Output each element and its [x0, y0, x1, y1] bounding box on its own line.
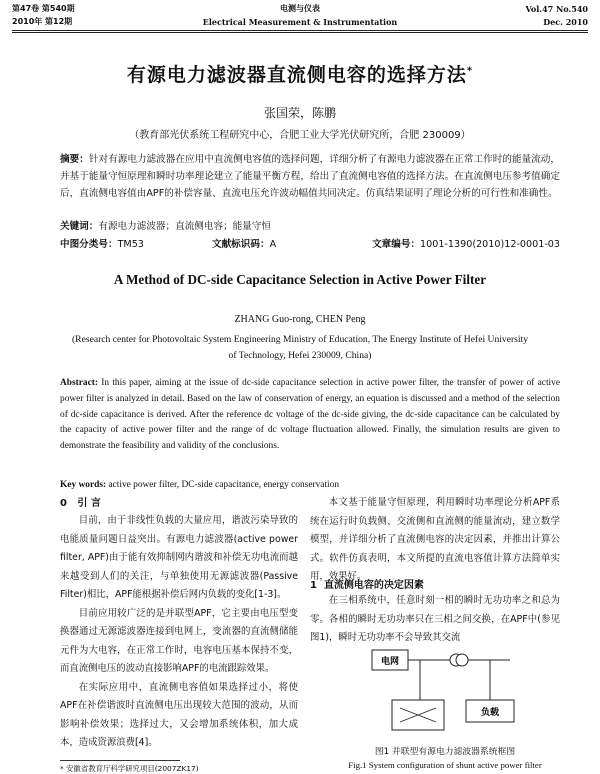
- affiliation-cn: （教育部光伏系统工程研究中心，合肥工业大学光伏研究所，合肥 230009）: [129, 130, 471, 141]
- clc-label: 中图分类号：: [60, 239, 118, 250]
- header-volume-cn: 第47卷 第540期: [12, 4, 75, 13]
- keywords-en-label: Key words:: [60, 480, 107, 490]
- affiliation-en: [20, 332, 580, 364]
- article-number-value: 1001-1390(2010)12-0001-03: [420, 239, 560, 250]
- abstract-cn-label: 摘要：: [60, 154, 89, 165]
- keywords-en: [60, 480, 560, 490]
- intro-paragraph-4: 本文基于能量守恒原理，利用瞬时功率理论分析APF系统在运行时负载侧、交流侧和直流侧的能量流动，建立数学模型，并详细分析了直流侧电容的决定因素，并推出计算公式。软件仿真表明，本文所提的直流电容值计算方法简单实用，效果好。: [310, 497, 560, 582]
- keywords-cn: [60, 220, 560, 234]
- abstract-cn: [60, 152, 560, 202]
- right-column-top: [310, 494, 560, 587]
- grid-label: 电网: [380, 657, 400, 667]
- left-column: [60, 512, 298, 753]
- header-date-cn: 2010年 第12期: [12, 17, 73, 26]
- footnote: * 安徽省教育厅科学研究项目(2007ZK17): [60, 764, 199, 773]
- title-cn-text: 有源电力滤波器直流侧电容的选择方法: [126, 64, 467, 86]
- header-volume-en: Vol.47 No.540: [525, 4, 588, 14]
- doc-code-value: A: [269, 239, 277, 250]
- section-1-number: 1: [310, 580, 317, 591]
- article-number-label: 文章编号：: [372, 239, 421, 250]
- paper-title-cn: [0, 60, 600, 87]
- section-0-heading: [60, 494, 101, 509]
- section-1-paragraph-1: 在三相系统中，任意时刻一相的瞬时无功功率之和总为零。各相的瞬时无功功率只在三相之间交换，在APF中(参见图1)，瞬时无功功率不会导致其交流: [310, 595, 560, 643]
- load-label: 负载: [480, 708, 500, 718]
- paper-title-en: A Method of DC-side Capacitance Selection in Active Power Filter: [113, 272, 487, 287]
- affiliation-en-line-1: (Research center for Photovoltaic System Engineering Ministry of Education, The Energy Institute of Hefei University: [71, 334, 529, 345]
- footnote-rule: [60, 760, 180, 761]
- section-1-title: 直流侧电容的决定因素: [323, 580, 424, 591]
- doc-code-field: [212, 238, 276, 252]
- clc-value: TM53: [117, 239, 144, 250]
- section-0-number: 0: [60, 498, 67, 509]
- doc-code-label: 文献标识码：: [212, 239, 270, 250]
- authors-cn: 张国荣，陈鹏: [263, 106, 336, 120]
- source-symbol-2: [456, 654, 468, 666]
- abstract-en: [60, 376, 560, 455]
- clc-field: [60, 238, 144, 252]
- authors-en: ZHANG Guo-rong, CHEN Peng: [234, 314, 366, 325]
- abstract-en-text: In this paper, aiming at the issue of dc-side capacitance selection in active power filter, the transfer of power of active power filter is analyzed in detail. Based on the law of conservation of energy, an equation is discussed and a method of the selection of dc-side capacitance is derived. After the reference dc voltage of the dc-side giving, the dc-side capacitance can be calculated by the capacity of active power filter and the range of dc voltage fluctuation allowed. Finally, the simulation results are given to demonstrate the feasibility and validity of the conclusions.: [60, 378, 560, 452]
- figure-1-caption-cn: 图1 并联型有源电力滤波器系统框图: [374, 747, 516, 757]
- article-number-field: [372, 238, 560, 252]
- figure-1-caption-en: Fig.1 System configuration of shunt active power filter: [348, 760, 542, 770]
- right-column-section-1: [310, 592, 560, 648]
- header-rule-2: [12, 32, 588, 33]
- abstract-en-label: Abstract:: [60, 378, 99, 388]
- intro-paragraph-2: 目前应用较广泛的是并联型APF，它主要由电压型变换器通过无源滤波器连接到电网上，变流器的直流侧储能元件为大电容，在正常工作时，电容电压基本保持不变，而直流侧电压的波动直接影响APF的电流跟踪效果。: [60, 607, 298, 674]
- keywords-cn-text: 有源电力滤波器；直流侧电容；能量守恒: [98, 221, 272, 232]
- title-footnote-mark: *: [466, 65, 474, 77]
- section-0-title: 引 言: [77, 498, 101, 509]
- figure-1-diagram: [340, 646, 540, 738]
- header-date-en: Dec. 2010: [543, 17, 588, 27]
- intro-paragraph-1: 目前，由于非线性负载的大量应用，谐波污染导致的电能质量问题日益突出。有源电力滤波器(active power filter, APF)由于能有效抑制网内谐波和补偿无功电流而越来越受到人们的关注，与单独使用无源滤波器(Passive Filter)相比，APF能根据补偿后网内负载的变化[1-3]。: [60, 515, 298, 600]
- keywords-en-text: active power filter, DC-side capacitance, energy conservation: [106, 480, 340, 490]
- affiliation-en-line-2: of Technology, Hefei 230009, China): [228, 350, 372, 361]
- abstract-cn-text: 针对有源电力滤波器在应用中直流侧电容值的选择问题，详细分析了有源电力滤波器在正常工作时的能量流动，并基于能量守恒原理和瞬时功率理论建立了能量平衡方程，给出了直流侧电容值的选择方法。在直流侧电压参考值确定后，直流侧电容值由APF的补偿容量、直流电压允许波动幅值共同决定。仿真结果证明了理论分析的可行性和准确性。: [60, 154, 561, 199]
- keywords-cn-label: 关键词：: [60, 221, 99, 232]
- header-journal-cn: 电测与仪表: [280, 4, 320, 13]
- header-rule: [12, 30, 588, 31]
- header-journal-en: Electrical Measurement & Instrumentation: [202, 17, 398, 27]
- section-1-heading: [310, 576, 424, 591]
- intro-paragraph-3: 在实际应用中，直流侧电容值如果选择过小，将使APF在补偿谐波时直流侧电压出现较大范围的波动，从而影响补偿效果；选择过大，又会增加系统体积，加大成本，造成资源浪费[4]。: [60, 681, 298, 748]
